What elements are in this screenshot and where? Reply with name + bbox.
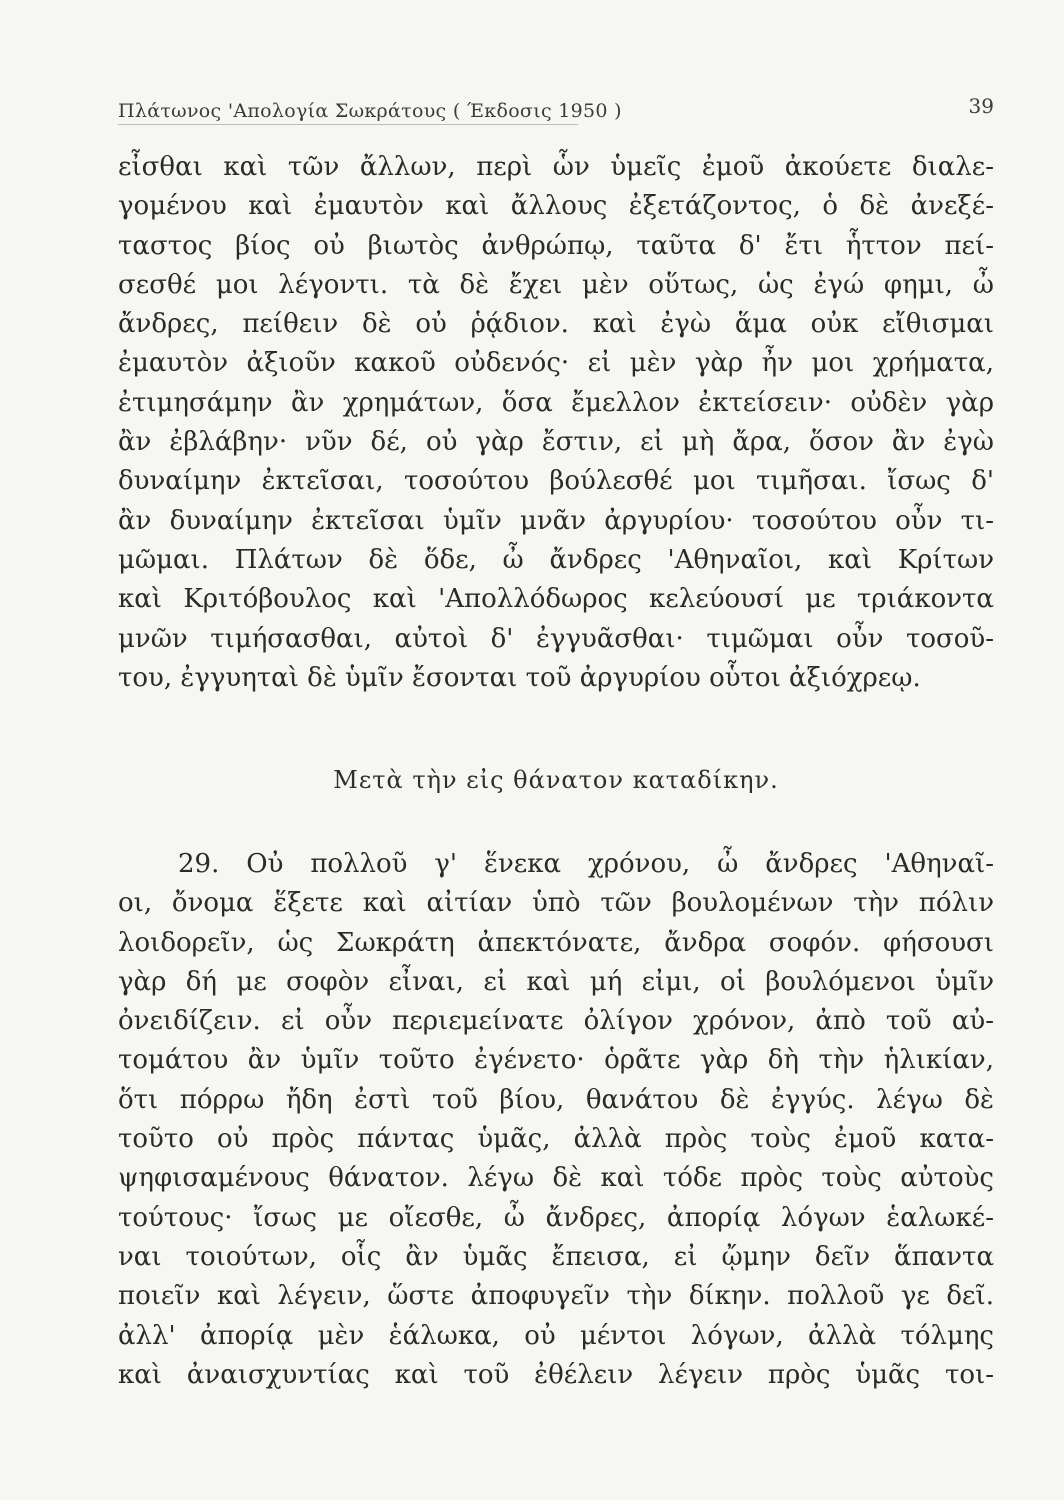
running-head — [118, 94, 994, 128]
text-line: μῶμαι. Πλάτων δὲ ὅδε, ὦ ἄνδρες 'Αθηναῖοι, καὶ Κρίτων — [118, 544, 994, 575]
text-line: τομάτου ἂν ὑμῖν τοῦτο ἐγένετο· ὁρᾶτε γὰρ δὴ τὴν ἡλικίαν, — [118, 1045, 994, 1076]
text-line: καὶ Κριτόβουλος καὶ 'Απολλόδωρος κελεύουσί με τριάκοντα — [118, 584, 994, 615]
running-title: Πλάτωνος 'Απολογία Σωκράτους ( Έκδοσις 1950 ) — [118, 100, 622, 122]
paragraph-1 — [118, 148, 994, 698]
text-line: ἀλλ' ἀπορίᾳ μὲν ἑάλωκα, οὐ μέντοι λόγων, ἀλλὰ τόλμης — [118, 1320, 994, 1351]
text-line: ψηφισαμένους θάνατον. λέγω δὲ καὶ τόδε πρὸς τοὺς αὐτοὺς — [118, 1163, 994, 1194]
text-line: τοῦτο οὐ πρὸς πάντας ὑμᾶς, ἀλλὰ πρὸς τοὺς ἐμοῦ κατα- — [118, 1124, 994, 1155]
text-line: ἐμαυτὸν ἀξιοῦν κακοῦ οὐδενός· εἰ μὲν γὰρ ἦν μοι χρήματα, — [118, 348, 994, 379]
text-line: οι, ὄνομα ἕξετε καὶ αἰτίαν ὑπὸ τῶν βουλομένων τὴν πόλιν — [118, 888, 994, 919]
text-line: καὶ ἀναισχυντίας καὶ τοῦ ἐθέλειν λέγειν πρὸς ὑμᾶς τοι- — [118, 1359, 994, 1390]
text-line: λοιδορεῖν, ὡς Σωκράτη ἀπεκτόνατε, ἄνδρα σοφόν. φήσουσι — [118, 927, 994, 958]
text-line: μνῶν τιμήσασθαι, αὐτοὶ δ' ἐγγυᾶσθαι· τιμῶμαι οὖν τοσοῦ- — [118, 623, 994, 654]
text-line: ὀνειδίζειν. εἰ οὖν περιεμείνατε ὀλίγον χρόνον, ἀπὸ τοῦ αὐ- — [118, 1006, 994, 1037]
text-line: τούτους· ἴσως με οἴεσθε, ὦ ἄνδρες, ἀπορίᾳ λόγων ἑαλωκέ- — [118, 1202, 994, 1233]
text-line: του, ἐγγυηταὶ δὲ ὑμῖν ἔσονται τοῦ ἀργυρίου οὗτοι ἀξιόχρεῳ. — [118, 662, 921, 693]
text-line: ποιεῖν καὶ λέγειν, ὥστε ἀποφυγεῖν τὴν δίκην. πολλοῦ γε δεῖ. — [118, 1281, 994, 1312]
text-line: ἂν δυναίμην ἐκτεῖσαι ὑμῖν μνᾶν ἀργυρίου· τοσούτου οὖν τι- — [118, 505, 994, 536]
text-line: δυναίμην ἐκτεῖσαι, τοσούτου βούλεσθέ μοι τιμῆσαι. ἴσως δ' — [118, 466, 994, 497]
paragraph-2 — [118, 845, 994, 1395]
text-line: ὅτι πόρρω ἤδη ἐστὶ τοῦ βίου, θανάτου δὲ ἐγγύς. λέγω δὲ — [118, 1084, 994, 1115]
text-line: ἂν ἐβλάβην· νῦν δέ, οὐ γὰρ ἔστιν, εἰ μὴ ἄρα, ὅσον ἂν ἐγὼ — [118, 427, 994, 458]
text-line: ναι τοιούτων, οἷς ἂν ὑμᾶς ἔπεισα, εἰ ᾤμην δεῖν ἅπαντα — [118, 1241, 994, 1272]
section-heading: Μετὰ τὴν εἰς θάνατον καταδίκην. — [333, 766, 779, 794]
text-line: εἶσθαι καὶ τῶν ἄλλων, περὶ ὧν ὑμεῖς ἐμοῦ ἀκούετε διαλε- — [118, 152, 994, 182]
text-line: σεσθέ μοι λέγοντι. τὰ δὲ ἔχει μὲν οὕτως, ὡς ἐγώ φημι, ὦ — [118, 269, 994, 300]
page-number: 39 — [968, 94, 994, 118]
text-line: ἄνδρες, πείθειν δὲ οὐ ῥᾴδιον. καὶ ἐγὼ ἅμα οὐκ εἴθισμαι — [118, 309, 994, 340]
text-line: 29. Οὐ πολλοῦ γ' ἕνεκα χρόνου, ὦ ἄνδρες 'Αθηναῖ- — [178, 849, 994, 879]
text-line: γομένου καὶ ἐμαυτὸν καὶ ἄλλους ἐξετάζοντος, ὁ δὲ ἀνεξέ- — [118, 191, 994, 222]
text-line: ταστος βίος οὐ βιωτὸς ἀνθρώπῳ, ταῦτα δ' ἔτι ἧττον πεί- — [118, 230, 994, 261]
header-rule — [118, 124, 578, 125]
text-line: γὰρ δή με σοφὸν εἶναι, εἰ καὶ μή εἰμι, οἱ βουλόμενοι ὑμῖν — [118, 966, 994, 997]
text-line: ἐτιμησάμην ἂν χρημάτων, ὅσα ἔμελλον ἐκτείσειν· οὐδὲν γὰρ — [118, 387, 994, 418]
